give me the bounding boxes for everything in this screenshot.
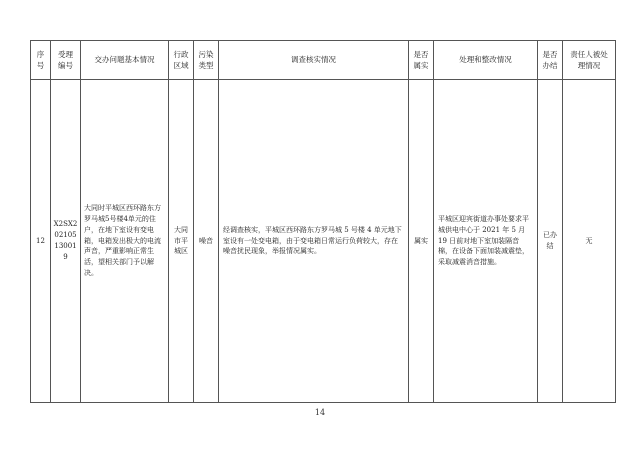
header-accountability: 责任人被处 理情况 [563,41,616,80]
cell-case-no: X2SX2 02105 13001 9 [51,80,81,403]
cell-handling: 平城区迎宾街道办事处要求平城供电中心于 2021 年 5 月 19 日前对地下室加装隔音棉，在设备下面加装减震垫，采取减震消音措施。 [434,80,538,403]
header-seq: 序 号 [31,41,51,80]
cell-verified: 属实 [409,80,434,403]
header-problem: 交办问题基本情况 [81,41,169,80]
header-verified: 是否 属实 [409,41,434,80]
cell-district: 大同 市平 城区 [169,80,194,403]
header-district: 行政 区域 [169,41,194,80]
page-number: 14 [314,408,326,417]
table-row [31,80,616,403]
header-case-no: 受理 编号 [51,41,81,80]
cell-investigation: 经调查核实，平城区西环路东方罗马城 5 号楼 4 单元地下室设有一处变电箱，由于变电箱日常运行负荷较大，存在噪音扰民现象，举报情况属实。 [219,80,409,403]
case-table [30,40,616,403]
cell-pollution-type: 噪音 [194,80,219,403]
cell-seq: 12 [31,80,51,403]
header-handling: 处理和整改情况 [434,41,538,80]
header-row [31,41,616,80]
cell-concluded: 已办 结 [538,80,563,403]
cell-accountability: 无 [563,80,616,403]
cell-problem: 大同时平城区西环路东方罗马城5号楼4单元的住户，在地下室设有变电箱，电箱发出极大的电流声音，严重影响正常生活，望相关部门予以解决。 [81,80,169,403]
header-pollution-type: 污染 类型 [194,41,219,80]
header-concluded: 是否 办结 [538,41,563,80]
header-investigation: 调查核实情况 [219,41,409,80]
